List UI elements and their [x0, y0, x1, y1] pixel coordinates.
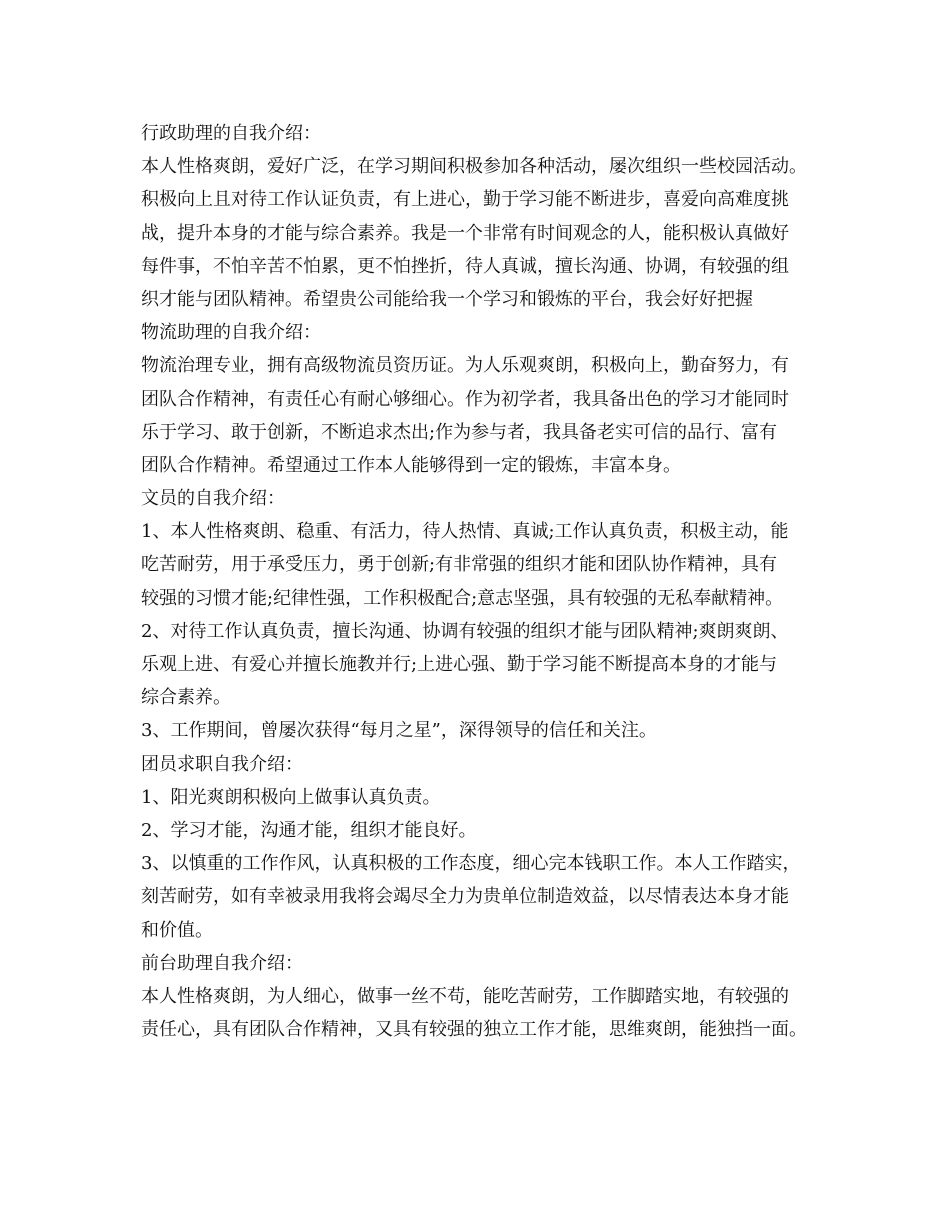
text-line: 3、以慎重的工作作风，认真积极的工作态度，细心完本钱职工作。本人工作踏实，: [141, 853, 801, 875]
text-line: 吃苦耐劳，用于承受压力，勇于创新;有非常强的组织才能和团队协作精神，具有: [141, 554, 778, 576]
section-heading: 行政助理的自我介绍：: [141, 123, 321, 144]
section-heading: 文员的自我介绍：: [141, 488, 285, 510]
text-line: 本人性格爽朗，爱好广泛，在学习期间积极参加各种活动，屡次组织一些校园活动。: [141, 156, 807, 178]
text-line: 战，提升本身的才能与综合素养。我是一个非常有时间观念的人，能积极认真做好: [141, 222, 789, 244]
text-line: 1、本人性格爽朗、稳重、有活力，待人热情、真诚;工作认真负责，积极主动，能: [141, 521, 789, 543]
text-line: 2、学习才能，沟通才能，组织才能良好。: [141, 819, 477, 841]
text-line: 刻苦耐劳，如有幸被录用我将会竭尽全力为贵单位制造效益，以尽情表达本身才能: [141, 886, 789, 908]
text-line: 3、工作期间，曾屡次获得“每月之星”，深得领导的信任和关注。: [141, 720, 657, 742]
text-line: 乐于学习、敢于创新，不断追求杰出;作为参与者，我具备老实可信的品行、富有: [141, 421, 778, 443]
section-heading: 前台助理自我介绍：: [141, 952, 303, 974]
text-line: 综合素养。: [141, 687, 231, 709]
document-body: [141, 117, 831, 1046]
section-heading: 物流助理的自我介绍：: [141, 322, 321, 344]
text-line: 每件事，不怕辛苦不怕累，更不怕挫折，待人真诚，擅长沟通、协调，有较强的组: [141, 255, 789, 277]
text-line: 积极向上且对待工作认证负责，有上进心，勤于学习能不断进步，喜爱向高难度挑: [141, 189, 789, 211]
text-line: 团队合作精神。希望通过工作本人能够得到一定的锻炼，丰富本身。: [141, 454, 681, 476]
text-line: 和价值。: [141, 919, 213, 941]
text-line: 2、对待工作认真负责，擅长沟通、协调有较强的组织才能与团队精神;爽朗爽朗、: [141, 620, 789, 642]
text-line: 1、阳光爽朗积极向上做事认真负责。: [141, 786, 441, 808]
text-line: 团队合作精神，有责任心有耐心够细心。作为初学者，我具备出色的学习才能同时: [141, 388, 789, 410]
text-line: 乐观上进、有爱心并擅长施教并行;上进心强、勤于学习能不断提高本身的才能与: [141, 654, 778, 675]
text-line: 织才能与团队精神。希望贵公司能给我一个学习和锻炼的平台，我会好好把握: [141, 288, 753, 310]
section-heading: 团员求职自我介绍：: [141, 753, 303, 775]
text-line: 责任心，具有团队合作精神，又具有较强的独立工作才能，思维爽朗，能独挡一面。: [141, 1019, 807, 1041]
text-line: 较强的习惯才能;纪律性强，工作积极配合;意志坚强，具有较强的无私奉献精神。: [141, 587, 784, 609]
text-line: 本人性格爽朗，为人细心，做事一丝不苟，能吃苦耐劳，工作脚踏实地，有较强的: [141, 985, 789, 1007]
text-line: 物流治理专业，拥有高级物流员资历证。为人乐观爽朗，积极向上，勤奋努力，有: [141, 355, 789, 377]
